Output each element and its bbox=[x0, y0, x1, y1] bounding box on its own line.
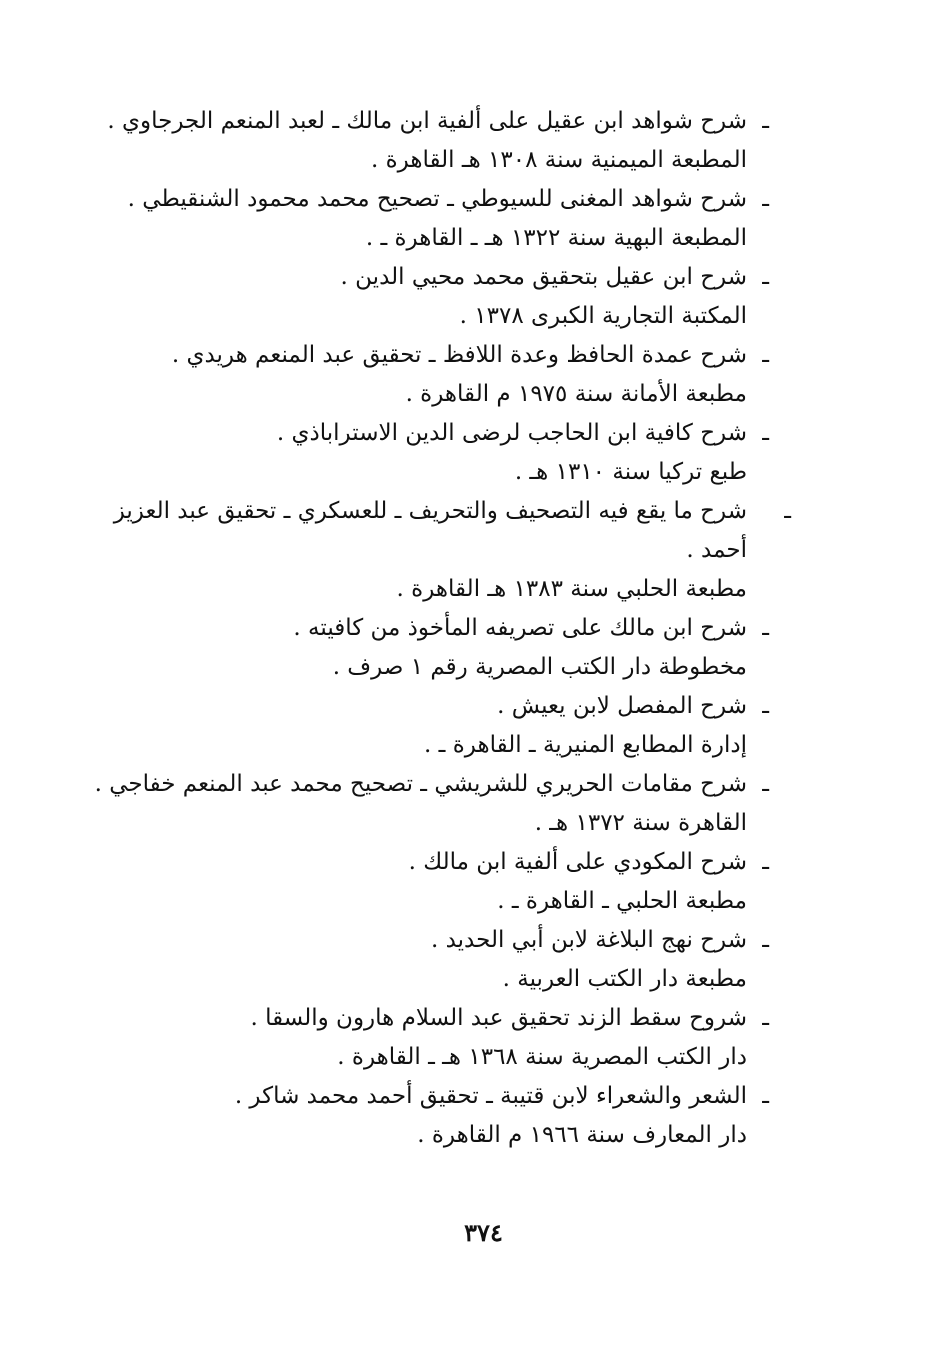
entry-title: الشعر والشعراء لابن قتيبة ـ تحقيق أحمد محمد شاكر . bbox=[234, 1083, 747, 1109]
entry-dash: ـ bbox=[762, 849, 769, 875]
entry-publication: مطبعة الأمانة سنة ١٩٧٥ م القاهرة . bbox=[405, 381, 747, 407]
entry-title: شرح المفصل لابن يعيش . bbox=[497, 693, 747, 719]
entry-dash: ـ bbox=[784, 498, 791, 524]
entry-dash: ـ bbox=[762, 264, 769, 290]
entry-title-line bbox=[109, 180, 769, 219]
entry-dash: ـ bbox=[762, 927, 769, 953]
page-number: ٣٧٤ bbox=[464, 1218, 503, 1247]
entry-title-line bbox=[109, 921, 769, 960]
bibliography-entry bbox=[109, 999, 769, 1077]
entry-dash: ـ bbox=[762, 108, 769, 134]
entry-title: شرح عمدة الحافظ وعدة اللافظ ـ تحقيق عبد المنعم هريدي . bbox=[171, 342, 747, 368]
bibliography-entry bbox=[109, 492, 791, 609]
bibliography-entry bbox=[94, 765, 769, 843]
bibliography-entry bbox=[109, 258, 769, 336]
entry-publication: دار الكتب المصرية سنة ١٣٦٨ هـ ـ القاهرة . bbox=[337, 1044, 747, 1070]
entry-dash: ـ bbox=[762, 1005, 769, 1031]
entry-title: شرح ابن مالك على تصريفه المأخوذ من كافيته . bbox=[293, 615, 747, 641]
entry-title-line bbox=[109, 258, 769, 297]
entry-title: شرح ابن عقيل بتحقيق محمد محيي الدين . bbox=[340, 264, 747, 290]
entry-publication: مطبعة الحلبي ـ القاهرة ـ . bbox=[497, 888, 747, 914]
entry-dash: ـ bbox=[762, 186, 769, 212]
entry-publication: طبع تركيا سنة ١٣١٠ هـ . bbox=[514, 459, 747, 485]
entry-title: شرح كافية ابن الحاجب لرضى الدين الاستراباذي . bbox=[276, 420, 747, 446]
entry-title-line bbox=[109, 414, 769, 453]
entry-publication: مطبعة دار الكتب العربية . bbox=[502, 966, 747, 992]
bibliography-entry bbox=[109, 1077, 769, 1155]
entry-publication: المكتبة التجارية الكبرى ١٣٧٨ . bbox=[459, 303, 747, 329]
entry-title-line bbox=[109, 492, 791, 570]
entry-dash: ـ bbox=[762, 771, 769, 797]
entry-publication: دار المعارف سنة ١٩٦٦ م القاهرة . bbox=[417, 1122, 747, 1148]
entry-dash: ـ bbox=[762, 615, 769, 641]
entry-publication: المطبعة الميمنية سنة ١٣٠٨ هـ القاهرة . bbox=[370, 147, 747, 173]
entry-title-line bbox=[94, 765, 769, 804]
bibliography-entry bbox=[109, 843, 769, 921]
entry-dash: ـ bbox=[762, 342, 769, 368]
entry-publication: المطبعة البهية سنة ١٣٢٢ هـ ـ القاهرة ـ . bbox=[365, 225, 747, 251]
entry-title: شرح نهج البلاغة لابن أبي الحديد . bbox=[430, 927, 747, 953]
entry-publication: مطبعة الحلبي سنة ١٣٨٣ هـ القاهرة . bbox=[396, 576, 747, 602]
bibliography-list bbox=[94, 102, 791, 1155]
bibliography-entry bbox=[109, 336, 769, 414]
entry-title-line bbox=[109, 843, 769, 882]
bibliography-entry bbox=[109, 687, 769, 765]
bibliography-entry bbox=[109, 609, 769, 687]
bibliography-entry bbox=[109, 921, 769, 999]
entry-title-line bbox=[109, 609, 769, 648]
entry-publication: إدارة المطابع المنيرية ـ القاهرة ـ . bbox=[424, 732, 747, 758]
bibliography-entry bbox=[109, 414, 769, 492]
entry-title: شرح المكودي على ألفية ابن مالك . bbox=[408, 849, 747, 875]
entry-title-line bbox=[109, 1077, 769, 1116]
entry-publication: القاهرة سنة ١٣٧٢ هـ . bbox=[534, 810, 747, 836]
entry-dash: ـ bbox=[762, 420, 769, 446]
entry-dash: ـ bbox=[762, 693, 769, 719]
bibliography-entry bbox=[109, 180, 769, 258]
entry-title-line bbox=[109, 999, 769, 1038]
entry-title: شرح مقامات الحريري للشريشي ـ تصحيح محمد عبد المنعم خفاجي . bbox=[94, 771, 747, 797]
entry-dash: ـ bbox=[762, 1083, 769, 1109]
entry-title: شرح شواهد ابن عقيل على ألفية ابن مالك ـ لعبد المنعم الجرجاوي . bbox=[107, 108, 747, 134]
entry-title-line bbox=[109, 102, 769, 141]
bibliography-entry bbox=[109, 102, 769, 180]
entry-publication: مخطوطة دار الكتب المصرية رقم ١ صرف . bbox=[332, 654, 747, 680]
entry-title-line bbox=[109, 336, 769, 375]
entry-title: شرح ما يقع فيه التصحيف والتحريف ـ للعسكري ـ تحقيق عبد العزيز أحمد . bbox=[113, 498, 747, 563]
entry-title: شروح سقط الزند تحقيق عبد السلام هارون والسقا . bbox=[250, 1005, 747, 1031]
entry-title: شرح شواهد المغنى للسيوطي ـ تصحيح محمد محمود الشنقيطي . bbox=[127, 186, 747, 212]
entry-title-line bbox=[109, 687, 769, 726]
